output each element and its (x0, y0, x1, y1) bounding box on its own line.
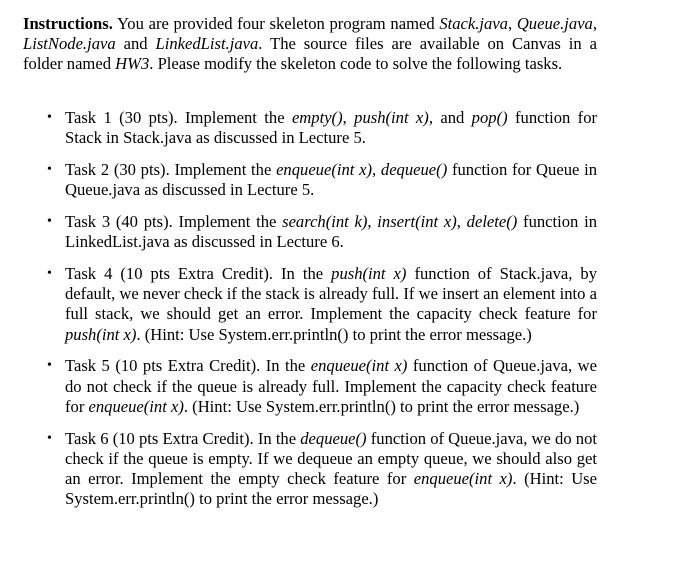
task-text: function in LinkedList.java as discussed in Lecture 6. (65, 212, 597, 252)
intro-text: , (592, 14, 598, 33)
instructions-heading: Instructions. (23, 14, 113, 33)
task-list (23, 108, 597, 521)
bullet-icon: • (47, 430, 52, 446)
intro-text: and (115, 34, 156, 54)
task-text: Task 2 (30 pts). Implement the (65, 160, 277, 179)
task-text: Task 4 (10 pts Extra Credit). In the (65, 264, 332, 283)
task-text: . (Hint: Use System.err.println() to print the error message.) (65, 469, 597, 509)
function-name: insert(int x) (377, 212, 457, 231)
task-2 (23, 160, 597, 200)
function-name: dequeue() (380, 160, 448, 179)
function-name: enqueue(int x) (88, 396, 184, 416)
bullet-icon: • (47, 214, 52, 229)
folder-name: HW3 (115, 54, 150, 74)
bullet-icon: • (47, 162, 52, 177)
task-text: function for Stack in Stack.java as discussed in Lecture 5. (65, 108, 598, 148)
task-4 (23, 264, 597, 345)
task-1 (23, 108, 597, 148)
bullet-icon: • (47, 358, 52, 374)
task-text: Task 6 (10 pts Extra Credit). In the (65, 428, 301, 448)
task-text: , (367, 212, 378, 231)
task-text: , and (428, 108, 472, 127)
task-text: Task 3 (40 pts). Implement the (65, 212, 283, 231)
function-name: delete() (466, 212, 518, 231)
function-name: search(int k) (282, 212, 368, 231)
function-name: push(int x) (331, 264, 407, 283)
intro-text: . Please modify the skeleton code to solve the following tasks. (149, 54, 563, 74)
task-5 (23, 356, 597, 417)
bullet-icon: • (47, 110, 52, 125)
intro-text: . The source files are available on Canvas in a folder named (23, 34, 598, 74)
instructions-paragraph (23, 14, 597, 75)
task-3 (23, 212, 597, 252)
function-name: enqueue(int x) (310, 356, 408, 376)
task-text: Task 5 (10 pts Extra Credit). In the (65, 356, 311, 376)
file-name: LinkedList.java (155, 34, 259, 54)
task-text: , (342, 108, 355, 127)
function-name: enqueue(int x) (413, 469, 513, 489)
task-text: function of Queue.java, we do not check if the queue is empty. If we dequeue an empty queue, we should also get an error. Implement the empty check feature for (65, 428, 597, 489)
task-text: Task 1 (30 pts). Implement the (65, 108, 292, 127)
task-text: function for Queue in Queue.java as discussed in Lecture 5. (65, 160, 597, 200)
task-text: , (456, 212, 467, 231)
task-6 (23, 429, 597, 510)
function-name: pop() (471, 108, 508, 127)
function-name: push(int x) (65, 324, 137, 344)
function-name: empty() (291, 108, 343, 127)
bullet-icon: • (47, 266, 52, 281)
file-name: Stack.java (439, 14, 508, 33)
intro-text: You are provided four skeleton program named (112, 14, 440, 33)
function-name: enqueue(int x) (276, 160, 373, 179)
task-text: , (372, 160, 381, 179)
function-name: push(int x) (354, 108, 429, 127)
task-text: . (Hint: Use System.err.println() to print the error message.) (136, 324, 532, 344)
file-name: ListNode.java (23, 34, 116, 54)
task-text: function of Stack.java, by default, we never check if the stack is already full. If we insert an element into a full stack, we should get an error. Implement the capacity check feature for (65, 264, 597, 324)
task-text: . (Hint: Use System.err.println() to print the error message.) (183, 396, 580, 416)
task-text: function of Queue.java, we do not check if the queue is already full. Implement the capacity check feature for (65, 356, 597, 416)
function-name: dequeue() (300, 428, 367, 448)
file-name: Queue.java (516, 14, 593, 33)
intro-text: , (507, 14, 517, 33)
